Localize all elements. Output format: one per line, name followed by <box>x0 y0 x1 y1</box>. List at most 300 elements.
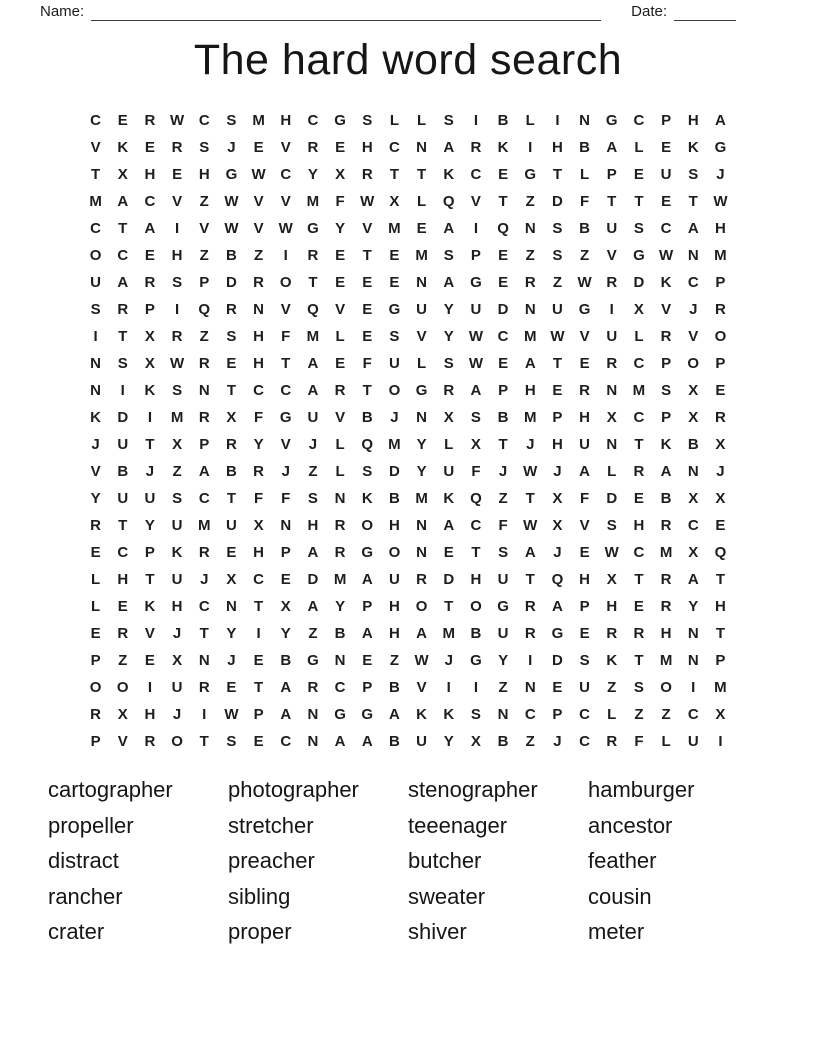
grid-cell: X <box>715 436 726 453</box>
grid-cell: I <box>473 112 478 129</box>
word-item: feather <box>588 848 657 873</box>
grid-cell: W <box>278 220 293 237</box>
grid-cell: T <box>389 166 399 183</box>
word-item: butcher <box>408 848 482 873</box>
grid-cell: N <box>687 652 699 669</box>
grid-cell: A <box>117 193 129 210</box>
grid-cell: A <box>280 706 292 723</box>
grid-cell: U <box>606 220 618 237</box>
grid-cell: V <box>579 517 590 534</box>
grid-cell: W <box>169 112 185 129</box>
grid-cell: R <box>144 733 156 750</box>
grid-cell: A <box>361 733 373 750</box>
grid-cell: X <box>335 166 346 183</box>
grid-cell: P <box>90 652 101 669</box>
grid-cell: P <box>362 679 373 696</box>
grid-cell: X <box>226 409 237 426</box>
grid-cell: C <box>687 274 699 291</box>
grid-cell: H <box>280 112 292 129</box>
grid-cell: Z <box>308 463 318 480</box>
grid-cell: J <box>281 463 290 480</box>
grid-cell: M <box>523 328 537 345</box>
grid-cell: H <box>470 571 482 588</box>
grid-cell: B <box>579 139 590 156</box>
grid-cell: W <box>523 463 538 480</box>
grid-cell: O <box>388 544 401 561</box>
grid-cell: R <box>334 544 346 561</box>
grid-cell: E <box>362 328 373 345</box>
grid-cell: H <box>551 139 563 156</box>
grid-cell: P <box>280 544 291 561</box>
grid-cell: M <box>659 652 673 669</box>
grid-cell: C <box>388 139 400 156</box>
grid-cell: X <box>688 382 699 399</box>
grid-cell: P <box>199 274 210 291</box>
grid-cell: S <box>389 328 400 345</box>
grid-cell: N <box>334 490 346 507</box>
grid-cell: X <box>688 409 699 426</box>
grid-cell: J <box>716 463 725 480</box>
grid-cell: T <box>253 679 264 696</box>
grid-cell: E <box>335 274 346 291</box>
grid-cell: T <box>118 220 128 237</box>
grid-cell: Z <box>579 247 590 264</box>
grid-cell: X <box>226 571 237 588</box>
grid-cell: C <box>90 112 101 129</box>
grid-cell: L <box>661 733 671 750</box>
grid-cell: C <box>524 706 536 723</box>
grid-cell: Z <box>498 490 508 507</box>
grid-cell: B <box>497 409 509 426</box>
grid-cell: Z <box>118 652 128 669</box>
grid-cell: O <box>361 517 374 534</box>
grid-cell: S <box>362 112 373 129</box>
grid-cell: C <box>280 382 292 399</box>
grid-cell: B <box>280 652 292 669</box>
grid-cell: N <box>90 382 101 399</box>
grid-cell: V <box>335 301 346 318</box>
grid-cell: T <box>634 436 644 453</box>
grid-cell: E <box>715 382 726 399</box>
header <box>0 0 816 21</box>
grid-cell: J <box>390 409 399 426</box>
grid-cell: N <box>524 301 536 318</box>
grid-cell: X <box>715 490 726 507</box>
grid-cell: B <box>579 220 590 237</box>
grid-cell: M <box>197 517 211 534</box>
grid-cell: C <box>280 733 292 750</box>
grid-cell: M <box>333 571 347 588</box>
grid-cell: V <box>280 193 291 210</box>
grid-cell: E <box>117 598 128 615</box>
grid-cell: L <box>416 193 427 210</box>
grid-cell: Y <box>144 517 155 534</box>
grid-cell: R <box>579 382 590 399</box>
grid-cell: T <box>525 571 535 588</box>
grid-cell: T <box>688 193 698 210</box>
grid-cell: A <box>470 382 482 399</box>
word-search-grid <box>82 107 734 755</box>
grid-cell: T <box>498 193 508 210</box>
grid-cell: R <box>90 517 101 534</box>
grid-cell: N <box>416 409 427 426</box>
grid-cell: G <box>470 274 482 291</box>
grid-cell: Q <box>442 193 455 210</box>
grid-cell: J <box>526 436 535 453</box>
grid-cell: S <box>443 355 454 372</box>
grid-cell: I <box>256 625 261 642</box>
grid-cell: M <box>659 544 673 561</box>
grid-cell: U <box>388 355 400 372</box>
grid-cell: A <box>198 463 210 480</box>
grid-cell: O <box>415 598 428 615</box>
grid-cell: V <box>117 733 128 750</box>
grid-cell: K <box>443 166 455 183</box>
grid-cell: E <box>117 112 128 129</box>
grid-cell: E <box>633 490 644 507</box>
grid-cell: N <box>606 436 618 453</box>
grid-cell: P <box>144 544 155 561</box>
word-item: distract <box>48 848 119 873</box>
grid-cell: S <box>443 112 454 129</box>
grid-cell: P <box>552 409 563 426</box>
grid-cell: C <box>633 112 645 129</box>
grid-cell: C <box>117 544 129 561</box>
grid-cell: G <box>415 382 428 399</box>
grid-cell: H <box>660 625 672 642</box>
grid-cell: V <box>661 301 672 318</box>
grid-cell: A <box>307 598 319 615</box>
grid-cell: N <box>687 463 699 480</box>
grid-cell: M <box>89 193 102 210</box>
grid-cell: S <box>199 139 210 156</box>
grid-cell: J <box>689 301 698 318</box>
grid-cell: B <box>388 679 400 696</box>
grid-cell: T <box>145 571 155 588</box>
grid-cell: X <box>117 166 128 183</box>
grid-cell: Z <box>308 625 318 642</box>
grid-cell: X <box>606 409 617 426</box>
grid-cell: N <box>198 652 210 669</box>
word-item: hamburger <box>588 777 695 802</box>
grid-cell: C <box>198 490 210 507</box>
grid-cell: I <box>283 247 288 264</box>
word-item: proper <box>228 919 292 944</box>
grid-cell: V <box>172 193 183 210</box>
grid-cell: R <box>198 355 210 372</box>
grid-cell: P <box>470 247 481 264</box>
grid-cell: B <box>497 733 509 750</box>
grid-cell: Z <box>498 679 508 696</box>
grid-cell: A <box>687 571 699 588</box>
word-item: preacher <box>228 848 315 873</box>
grid-cell: C <box>253 382 264 399</box>
grid-cell: I <box>528 652 533 669</box>
grid-cell: X <box>606 571 617 588</box>
grid-cell: H <box>388 598 400 615</box>
grid-cell: W <box>468 328 483 345</box>
grid-cell: H <box>198 166 210 183</box>
grid-cell: E <box>335 355 346 372</box>
grid-cell: U <box>416 301 427 318</box>
grid-cell: V <box>470 193 481 210</box>
grid-cell: U <box>551 301 563 318</box>
grid-cell: U <box>171 517 183 534</box>
grid-cell: J <box>444 652 453 669</box>
grid-cell: W <box>414 652 429 669</box>
grid-cell: E <box>172 166 183 183</box>
grid-cell: Q <box>714 544 727 561</box>
grid-cell: I <box>174 301 180 318</box>
grid-cell: T <box>226 490 236 507</box>
grid-cell: E <box>498 274 509 291</box>
grid-cell: D <box>551 193 563 210</box>
grid-cell: R <box>443 382 455 399</box>
grid-cell: G <box>361 706 374 723</box>
grid-cell: A <box>660 463 672 480</box>
grid-cell: Y <box>443 301 454 318</box>
grid-cell: C <box>470 166 482 183</box>
grid-cell: W <box>604 544 619 561</box>
grid-cell: D <box>551 652 563 669</box>
grid-cell: R <box>171 328 183 345</box>
grid-cell: S <box>117 355 128 372</box>
grid-cell: V <box>335 409 346 426</box>
grid-cell: T <box>416 166 427 183</box>
grid-cell: T <box>118 328 128 345</box>
grid-cell: S <box>172 382 183 399</box>
grid-cell: A <box>361 571 373 588</box>
grid-cell: V <box>416 328 427 345</box>
grid-cell: W <box>224 706 239 723</box>
grid-cell: X <box>688 490 699 507</box>
grid-cell: S <box>172 490 183 507</box>
grid-cell: M <box>632 382 646 399</box>
grid-cell: M <box>714 247 727 264</box>
grid-cell: I <box>473 679 478 696</box>
grid-cell: P <box>715 355 726 372</box>
word-list <box>0 772 816 950</box>
grid-cell: C <box>633 409 645 426</box>
grid-cell: O <box>714 328 727 345</box>
grid-cell: F <box>281 328 291 345</box>
grid-cell: E <box>226 355 237 372</box>
grid-cell: U <box>606 328 618 345</box>
grid-cell: P <box>661 355 672 372</box>
grid-cell: E <box>144 139 155 156</box>
grid-cell: R <box>90 706 101 723</box>
grid-cell: D <box>497 301 509 318</box>
grid-cell: Y <box>416 436 427 453</box>
grid-cell: R <box>198 679 210 696</box>
grid-cell: B <box>225 247 237 264</box>
grid-cell: E <box>579 625 590 642</box>
grid-cell: A <box>361 625 373 642</box>
grid-cell: H <box>171 598 183 615</box>
grid-cell: S <box>470 409 481 426</box>
grid-cell: K <box>416 706 427 723</box>
word-item: photographer <box>228 777 359 802</box>
grid-cell: L <box>634 328 644 345</box>
grid-cell: E <box>416 220 427 237</box>
grid-cell: O <box>279 274 292 291</box>
grid-cell: W <box>360 193 375 210</box>
grid-cell: U <box>90 274 101 291</box>
grid-cell: C <box>198 112 210 129</box>
grid-cell: J <box>227 652 236 669</box>
grid-cell: G <box>334 112 346 129</box>
grid-cell: N <box>90 355 101 372</box>
grid-cell: A <box>307 544 319 561</box>
grid-cell: O <box>171 733 183 750</box>
grid-cell: G <box>225 166 238 183</box>
grid-cell: A <box>551 598 563 615</box>
grid-cell: N <box>606 382 618 399</box>
grid-cell: P <box>715 652 726 669</box>
word-item: propeller <box>48 812 134 838</box>
grid-cell: U <box>117 436 129 453</box>
grid-cell: H <box>307 517 319 534</box>
grid-cell: B <box>117 463 129 480</box>
grid-cell: C <box>579 733 590 750</box>
grid-cell: O <box>687 355 700 372</box>
grid-cell: L <box>90 571 101 588</box>
grid-cell: W <box>224 220 239 237</box>
grid-cell: A <box>524 544 536 561</box>
grid-cell: R <box>225 436 237 453</box>
grid-cell: C <box>280 166 292 183</box>
grid-cell: X <box>552 490 563 507</box>
grid-cell: L <box>579 166 590 183</box>
grid-cell: D <box>633 274 645 291</box>
grid-cell: P <box>579 598 590 615</box>
grid-cell: R <box>606 625 618 642</box>
grid-cell: A <box>416 625 427 642</box>
grid-cell: C <box>198 598 210 615</box>
grid-cell: J <box>172 625 182 642</box>
grid-cell: R <box>144 112 156 129</box>
grid-cell: E <box>715 517 726 534</box>
grid-cell: I <box>147 679 152 696</box>
grid-cell: N <box>416 274 427 291</box>
grid-cell: T <box>715 625 725 642</box>
grid-cell: S <box>552 220 563 237</box>
grid-cell: H <box>633 517 645 534</box>
grid-cell: U <box>497 625 509 642</box>
grid-cell: H <box>687 112 699 129</box>
grid-cell: R <box>117 301 129 318</box>
grid-cell: R <box>253 463 264 480</box>
grid-cell: S <box>226 112 237 129</box>
grid-cell: J <box>553 463 562 480</box>
grid-cell: W <box>169 355 185 372</box>
grid-cell: Z <box>199 247 209 264</box>
grid-cell: L <box>335 328 345 345</box>
grid-cell: V <box>280 301 291 318</box>
grid-cell: G <box>334 706 346 723</box>
grid-cell: P <box>606 166 617 183</box>
grid-cell: K <box>443 490 455 507</box>
grid-cell: L <box>416 112 427 129</box>
grid-cell: A <box>307 382 319 399</box>
grid-cell: C <box>117 247 129 264</box>
grid-cell: M <box>170 409 184 426</box>
grid-cell: U <box>470 301 482 318</box>
grid-cell: T <box>634 571 644 588</box>
grid-cell: E <box>90 544 101 561</box>
grid-cell: N <box>416 139 427 156</box>
grid-cell: K <box>687 139 699 156</box>
grid-cell: F <box>579 193 590 210</box>
grid-cell: Y <box>335 598 346 615</box>
word-item: crater <box>48 919 105 944</box>
grid-cell: Z <box>525 733 535 750</box>
grid-cell: E <box>389 274 400 291</box>
grid-cell: K <box>144 598 156 615</box>
grid-cell: X <box>552 517 563 534</box>
grid-cell: R <box>171 139 183 156</box>
grid-cell: J <box>91 436 100 453</box>
grid-cell: O <box>89 679 102 696</box>
grid-cell: O <box>388 382 401 399</box>
grid-cell: Z <box>552 274 562 291</box>
grid-cell: H <box>714 598 726 615</box>
grid-cell: G <box>714 139 727 156</box>
grid-cell: K <box>171 544 183 561</box>
grid-cell: T <box>552 166 562 183</box>
grid-cell: Y <box>688 598 699 615</box>
grid-cell: R <box>606 733 618 750</box>
grid-cell: S <box>633 220 644 237</box>
grid-cell: E <box>633 598 644 615</box>
grid-cell: Z <box>389 652 399 669</box>
grid-cell: T <box>199 625 209 642</box>
grid-cell: J <box>553 544 562 561</box>
grid-cell: G <box>307 652 319 669</box>
grid-cell: R <box>606 274 618 291</box>
grid-cell: X <box>389 193 400 210</box>
grid-cell: P <box>144 301 155 318</box>
grid-cell: I <box>473 220 478 237</box>
grid-cell: P <box>661 409 672 426</box>
grid-cell: G <box>524 166 537 183</box>
grid-cell: T <box>118 517 128 534</box>
grid-cell: K <box>660 436 672 453</box>
grid-cell: R <box>198 544 210 561</box>
name-line <box>91 7 601 21</box>
grid-cell: X <box>470 436 481 453</box>
grid-cell: X <box>144 355 155 372</box>
grid-cell: U <box>171 571 183 588</box>
grid-cell: A <box>280 679 292 696</box>
grid-cell: U <box>497 571 509 588</box>
grid-cell: M <box>306 193 320 210</box>
grid-cell: S <box>307 490 318 507</box>
grid-cell: V <box>280 139 291 156</box>
grid-cell: J <box>716 166 725 183</box>
grid-cell: C <box>633 355 645 372</box>
grid-cell: A <box>443 517 455 534</box>
grid-cell: Q <box>497 220 509 237</box>
grid-cell: F <box>281 490 291 507</box>
grid-cell: P <box>715 274 726 291</box>
grid-cell: E <box>498 247 509 264</box>
grid-cell: M <box>415 247 428 264</box>
grid-cell: S <box>498 544 509 561</box>
grid-cell: X <box>172 436 183 453</box>
grid-cell: A <box>714 112 726 129</box>
grid-cell: E <box>253 139 264 156</box>
